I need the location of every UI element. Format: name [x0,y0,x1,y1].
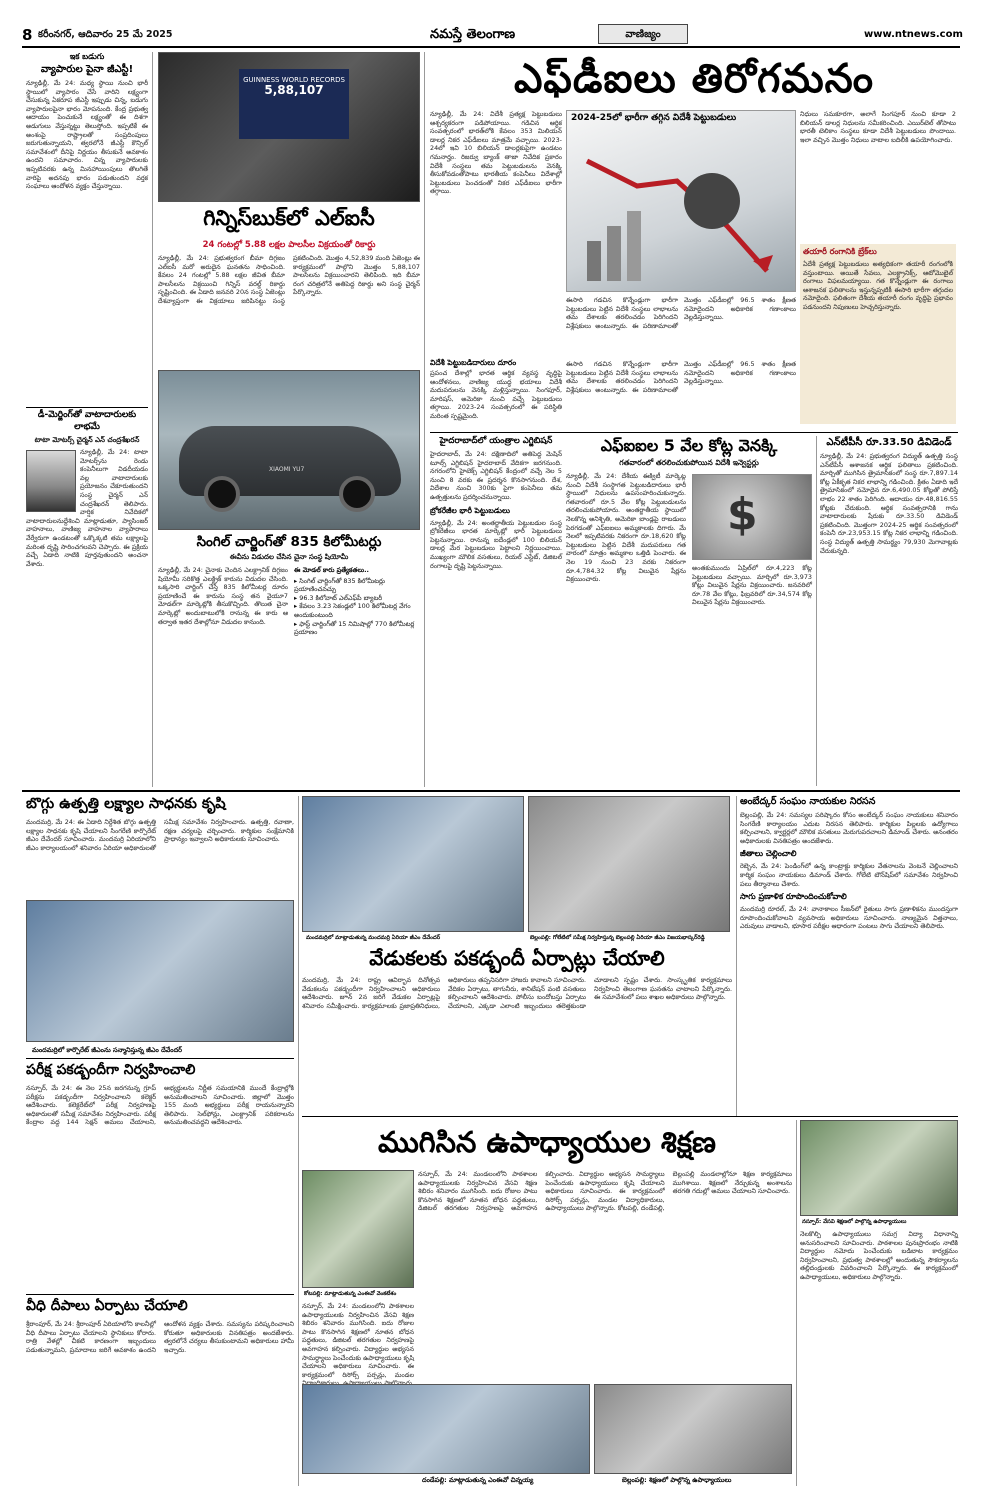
vedukalu-headline: వేడుకలకు పకడ్బందీ ఏర్పాట్లు చేయాలి [369,946,665,970]
car-wheel-left [204,476,240,512]
fdi-body-4: నిధులు సమకూరగా, అలాగే సింగపూర్ నుంచి కూడా 2 బిలియన్ డాలర్ల నిధులను సమీకరించింది. ఎయిర్‌టెల్ తోపాటు భారతీ టెలికాం సంస్థలు కూడా విదేశీ పెట్టుబడులు పొందాయి. ఇలా వచ్చిన మొత్తం నిధులు వాటాల బదిలీకి ఉపయోగించారు. [800,110,956,144]
lic-subhead: 24 గంటల్లో 5.88 లక్షల పాలసీల విక్రయంతో రికార్డు [202,240,376,250]
fpi-headline: ఎఫ్‌ఐఐల 5 వేల కోట్ల వెనక్కి [600,436,778,455]
fdi-body-3: ప్రపంచ దేశాల్లో భారత ఆర్థిక వ్యవస్థ వృద్ధిపై ఆందోళనలు, వాణిజ్య యుద్ధ భయాలు విదేశీ మదుపరులను వెనక్కి మళ్లిస్తున్నాయి. సింగపూర్, మారిషస్, అమెరికా నుంచి వచ్చే పెట్టుబడులు తగ్గాయి. 2023-24 సంవత్సరంలో ఈ పరిస్థితి మరింత స్పష్టమైంది. [430,369,562,420]
meeting-caption-bellampalli: బెల్లంపల్లి: గోలేటిలో సమీక్ష నిర్వహిస్తున్న బెల్లంపల్లి ఏరియా జీఎం విజయభాస్కర్‌రెడ్డి [528,934,732,942]
xiaomi-body: న్యూఢిల్లీ, మే 24: చైనాకు చెందిన ఎలక్ట్రానిక్ దిగ్గజం షియోమీ సరికొత్త ఎలక్ట్రిక్ కారును విడుదల చేసింది. ఒక్కసారి చార్జింగ్ చేస్తే 835 కిలోమీటర్ల దూరం ప్రయాణించే ఈ కారును సంస్థ తన వైయూ7 మోడల్‌గా మార్కెట్లోకి తీసుకొచ్చింది. తొలుత చైనా మార్కెట్లో అందుబాటులోకి రానున్న ఈ కారు ఆ తర్వాత ఇతర దేశాల్లోనూ విడుదల కానుంది. [158,566,288,626]
guinness-banner-number: 5,88,107 [264,83,324,97]
meeting-caption-mandamarri: మందమర్రిలో మాట్లాడుతున్న మందమర్రి ఏరియా జీఎం దేవేందర్ [304,934,522,942]
paper-name: నమస్తే తెలంగాణ [430,27,516,42]
hyd-expo-body: హైదరాబాద్, మే 24: దక్షిణాదిలో అతిపెద్ద మెషిన్ టూల్స్ ఎగ్జిబిషన్ హైదరాబాద్ వేదికగా జరగనుంది. నగరంలోని హైటెక్స్ ఎగ్జిబిషన్ కేంద్రంలో వచ్చే నెల 5 నుంచి 8 వరకు ఈ ప్రదర్శన కొనసాగనుంది. దేశ, విదేశాల నుంచి 300కు పైగా కంపెనీలు తమ ఉత్పత్తులను ప్రదర్శించనున్నాయి. [430,450,562,501]
teachers-caption-naspur: నస్పూర్: వేసవి శిక్షణలో పాల్గొన్న ఉపాధ్యాయులు [800,1218,958,1226]
feature-text: 96.3 కిలోవాట్ ఎల్‌ఎఫ్‌పీ బ్యాటరీ [299,593,383,602]
teachers-headline: ముగిసిన ఉపాధ్యాయుల శిక్షణ [378,1125,716,1159]
ambedkar-body: బెల్లంపల్లి, మే 24: సమస్యల పరిష్కారం కోసం అంబేద్కర్ సంఘం నాయకులు శనివారం సింగరేణి కార్యాలయం ఎదుట నిరసన తెలిపారు. కార్మికుల పిల్లలకు ఉద్యోగాలు కల్పించాలని, క్వార్టర్లలో మౌలిక వసతులు మెరుగుపరచాలని డిమాండ్ చేశారు. అనంతరం అధికారులకు వినతిపత్రం అందజేశారు. [740,811,958,845]
feature-item: ▸ సింగిల్ చార్జింగ్‌తో 835 కిలోమీటర్లు ప్రయాణించవచ్చు [294,576,386,594]
feature-text: కేవలం 3.23 సెకండ్లలో 100 కిలోమీటర్ల వేగం అందుకుంటుంది [294,602,411,619]
fdi-sidebar-body: ఏదేశీ ప్రత్యక్ష పెట్టుబడులు అత్యధికంగా తయారీ రంగంలోకి వస్తుంటాయి. అయితే సేవలు, ఎలక్ట్రానిక్స్, ఆటోమొబైల్ రంగాలు విఫలమయ్యాయి. గత కొన్నేండ్లుగా ఈ రంగాలు ఆశాజనక ఫలితాలను ఇస్తున్నప్పటికీ ఈసారి భారీగా తగ్గుదల నమోదైంది. ఫలితంగా దేశీయ తయారీ రంగం వృద్ధిపై ప్రభావం పడనుందని నిపుణులు హెచ్చరిస్తున్నారు. [803,260,953,311]
col-rule-2 [424,52,425,787]
fdi-subhead: విదేశీ పెట్టుబడిదారులు దూరం [430,358,517,367]
guinness-banner-text: GUINNESS WORLD RECORDS [243,76,345,84]
fold-rule [22,790,960,792]
coal-exam-rule [26,1058,294,1059]
fdi-bottom-rule [430,432,958,433]
ntpc-headline: ఎన్‌టీపీసీ రూ.33.50 డివిడెండ్ [826,437,952,448]
tata-subhead: టాటా మోటర్స్ చైర్మన్ ఎన్ చంద్రశేఖరన్ [34,436,140,444]
xiaomi-features [294,566,420,756]
feature-text: సింగిల్ చార్జింగ్‌తో 835 కిలోమీటర్లు ప్రయాణించవచ్చు [294,576,386,594]
gst-body: న్యూఢిల్లీ, మే 24: మధ్య స్థాయి నుంచి భారీ స్థాయిలో వ్యాపారం చేసే వారిని లక్ష్యంగా చేసుకున్న ఏకరూప జీఎస్టీ ఇప్పుడు చిన్న, బడుగు వ్యాపారులపైనా భారం మోపనుంది. కేంద్ర ప్రభుత్వ ఆదాయం పెంచుకునే లక్ష్యంతో ఈ దిశగా అడుగులు వేస్తున్నట్టు తెలుస్తోంది. ఇప్పటికే ఈ అంశంపై రాష్ట్రాలతో సంప్రదింపులు జరుగుతున్నాయని, త్వరలోనే జీఎస్టీ కౌన్సిల్ సమావేశంలో దీనిపై నిర్ణయం తీసుకునే అవకాశం ఉందని సమాచారం. చిన్న వ్యాపారులకు ఇప్పటివరకు ఉన్న మినహాయింపులు తొలగితే వారిపై అదనపు భారం పడుతుందని వర్తక సంఘాలు ఆందోళన వ్యక్తం చేస్తున్నాయి. [26,79,148,191]
col-rule-4 [298,796,299,1486]
exam-street-rule [26,1294,294,1295]
ambedkar-headline: అంబేద్కర్ సంఘం నాయకుల నిరసన [740,796,876,807]
lic-body: న్యూఢిల్లీ, మే 24: ప్రభుత్వరంగ బీమా దిగ్గజం ఎల్ఐసీ మరో అరుదైన ఘనతను సాధించింది. కేవలం 24 గంటల్లో 5.88 లక్షల జీవిత బీమా పాలసీలను విక్రయించి గిన్నిస్ వరల్డ్ రికార్డు సృష్టించింది. ఈ ఏడాది జనవరి 20న సంస్థ ఏజెంట్లు దేశవ్యాప్తంగా ఈ విక్రయాలు జరిపినట్టు సంస్థ ప్రకటించింది. మొత్తం 4,52,839 మంది ఏజెంట్లు ఈ కార్యక్రమంలో పాల్గొని మొత్తం 5,88,107 పాలసీలను విక్రయించారని తెలిపింది. ఇది బీమా రంగ చరిత్రలోనే అతిపెద్ద రికార్డు అని సంస్థ చైర్మన్ పేర్కొన్నారు. [158,254,420,305]
guinness-banner [239,69,349,139]
fdi-falling-arrow-graphic [577,131,787,289]
gst-headline: వ్యాపారుల పైనా జీఎస్టీ! [40,64,134,75]
teachers-photo-kotapalli [302,1170,414,1288]
gst-kicker: ఇక బడుగు [69,52,105,61]
teachers-body: నస్పూర్, మే 24: మండలంలోని పాఠశాలల ఉపాధ్యాయులకు నిర్వహించిన వేసవి శిక్షణ శిబిరం శనివారం ముగిసింది. ఐదు రోజుల పాటు కొనసాగిన శిక్షణలో నూతన బోధన పద్ధతులు, డిజిటల్ తరగతుల నిర్వహణపై అవగాహన కల్పించారు. విద్యార్థుల అభ్యసన సామర్థ్యాలు పెంచేందుకు ఉపాధ్యాయులు కృషి చేయాలని అధికారులు సూచించారు. ఈ కార్యక్రమంలో రిసోర్స్ పర్సన్లు, మండల విద్యాధికారులు, ఉపాధ్యాయులు పాల్గొన్నారు. కోటపల్లి, దండేపల్లి, బెల్లంపల్లి మండలాల్లోనూ శిక్షణ కార్యక్రమాలు ముగిశాయి. శిక్షణలో నేర్చుకున్న అంశాలను తరగతి గదుల్లో అమలు చేయాలని సూచించారు. [418,1170,792,1213]
left-divider [26,407,148,408]
feature-text: ఫాస్ట్ చార్జింగ్‌తో 15 నిమిషాల్లో 770 కిలోమీటర్ల ప్రయాణం [294,619,415,637]
teachers-photo-bellampalli [594,1384,792,1474]
meeting-photo-mandamarri [302,796,524,932]
xiaomi-headline: సింగిల్ చార్జింగ్‌తో 835 కిలోమీటర్లు [196,534,382,550]
features-title: ఈ మోడల్ కారు ప్రత్యేకతలు.. [294,566,369,574]
teachers-body-left: నస్పూర్, మే 24: మండలంలోని పాఠశాలల ఉపాధ్యాయులకు నిర్వహించిన వేసవి శిక్షణ శిబిరం శనివారం ముగిసింది. ఐదు రోజుల పాటు కొనసాగిన శిక్షణలో నూతన బోధన పద్ధతులు, డిజిటల్ తరగతుల నిర్వహణపై అవగాహన కల్పించారు. విద్యార్థుల అభ్యసన సామర్థ్యాలు పెంచేందుకు ఉపాధ్యాయులు కృషి చేయాలని అధికారులు సూచించారు. ఈ కార్యక్రమంలో రిసోర్స్ పర్సన్లు, మండల [302,1302,414,1379]
xiaomi-car-photo [158,370,420,530]
teachers-right-body: నెలకొల్పి ఉపాధ్యాయులు సమగ్ర విద్యా విధానాన్ని అనుసరించాలని సూచించారు. పాఠశాలల పునఃప్రారంభం నాటికి విద్యార్థుల నమోదు పెంచేందుకు బడిబాట కార్యక్రమం నిర్వహించాలని, ప్రభుత్వ పాఠశాలల్లో అందుతున్న సౌకర్యాలను తల్లిదండ్రులకు వివరించాలని పేర్కొన్నారు. ఈ కార్యక్రమంలో ఉపాధ్యాయులు, అధికారులు పాల్గొన్నారు. [800,1230,958,1281]
col-rule-6 [796,1120,797,1486]
tata-body: న్యూఢిల్లీ, మే 24: టాటా మోటర్స్‌ను రెండు కంపెనీలుగా విడదీయడం వల్ల వాటాదారులకు ప్రయోజనం చేకూరుతుందని సంస్థ చైర్మన్ ఎన్ చంద్రశేఖరన్ తెలిపారు. వార్షిక నివేదికలో వాటాదారులనుద్దేశించి మాట్లాడుతూ, ప్యాసింజర్ వాహనాలు, వాణిజ్య వాహనాల వ్యాపారాలు వేర్వేరుగా ఉండటంతో ఒక్కొక్కటి తమ లక్ష్యాలపై మరింత దృష్టి సారించగలవని చెప్పారు. ఈ ప్రక్రియ వచ్చే ఏడాది నాటికి పూర్తవుతుందని అంచనా వేశారు. [26,448,148,568]
masthead [22,24,963,46]
coal-honour-photo [26,900,294,1042]
teachers-caption-bellampalli: బెల్లంపల్లి: శిక్షణలో పాల్గొన్న ఉపాధ్యాయులు [622,1476,732,1484]
fdi-graphic-title: 2024-25లో భారీగా తగ్గిన విదేశీ పెట్టుబడులు [571,113,737,123]
fpi-body: న్యూఢిల్లీ, మే 24: దేశీయ ఈక్విటీ మార్కెట్ల నుంచి విదేశీ సంస్థాగత పెట్టుబడిదారులు భారీ స్థాయిలో నిధులను ఉపసంహరించుకున్నారు. గతవారంలో రూ.5 వేల కోట్ల పెట్టుబడులను తరలించుకుపోయారు. అంతర్జాతీయ స్థాయిలో నెలకొన్న అనిశ్చితి, అమెరికా బాండ్లపై రాబడులు పెరగడంతో ఎఫ్‌ఐఐలు అమ్మకాలకు దిగారు. మే నెలలో ఇప్పటివరకు నికరంగా రూ.18,620 కోట్ల పెట్టుబడులు పెట్టిన విదేశీ మదుపరులు గత వారంలో మాత్రం అమ్మకాల ఒత్తిడి పెంచారు. ఈ నెల 19 నుంచి 23 వరకు నికరంగా రూ.4,784.32 కోట్ల విలువైన షేర్లను విక్రయించారు. [566,472,686,584]
teachers-top-rule [302,1116,958,1117]
coal-honour-caption: మందమర్రిలో కార్పొరేట్ జీఎంను సన్మానిస్తున్న జీఎం దేవేందర్ [32,1046,183,1054]
salary-body: రెబ్బెన, మే 24: పెండింగ్‌లో ఉన్న కాంట్రాక్టు కార్మికుల వేతనాలను వెంటనే చెల్లించాలని కార్మిక సంఘం నాయకులు డిమాండ్ చేశారు. గోలేటి టౌన్‌షిప్‌లో సమావేశం నిర్వహించి పలు తీర్మానాలు చేశారు. [740,862,958,888]
exam-headline: పరీక్ష పకడ్బందీగా నిర్వహించాలి [26,1062,196,1078]
brokerage-subhead: బ్రోకరేజీల భారీ పెట్టుబడులు [430,505,510,515]
street-headline: వీధి దీపాలు ఏర్పాటు చేయాలి [26,1298,188,1314]
farming-subhead: సాగు ప్రణాళిక రూపొందించుకోవాలి [740,892,847,902]
fdi-body-1: న్యూఢిల్లీ, మే 24: విదేశీ ప్రత్యక్ష పెట్టుబడులు ఆశ్చర్యకరంగా పడిపోయాయి. గడిచిన ఆర్థిక సంవత్సరంలో భారత్‌లోకి కేవలం 353 మిలియన్ డాలర్ల నికర ఎఫ్‌డీఐలు మాత్రమే వచ్చాయి. 2023-24లో ఇవి 10 బిలియన్ డాలర్లకుపైగా ఉండటం గమనార్హం. రిజర్వు బ్యాంక్ తాజా నివేదిక ప్రకారం విదేశీ సంస్థలు తమ పెట్టుబడులను వెనక్కి తీసుకోవడంతోపాటు భారతీయ కంపెనీలు విదేశాల్లో పెట్టుబడులు పెంచడంతో నికర ఎఫ్‌డీఐలు భారీగా తగ్గాయి. [430,110,562,196]
dollar-icon: $ [727,489,758,540]
hyd-expo-headline: హైదరాబాద్‌లో యంత్రాల ఎగ్జిబిషన్ [439,436,553,446]
gst-article [26,52,148,404]
fdi-sidebar-title: తయారీ రంగానికి బ్రేక్‌లు [803,247,877,256]
edition-dateline: కరీంనగర్, ఆదివారం 25 మే 2025 [38,29,173,40]
fdi-headline: ఎఫ్‌డీఐలు తిరోగమనం [513,56,875,102]
ambedkar-article [740,796,958,1116]
col-rule-1 [152,52,153,787]
vedukalu-body: మందమర్రి, మే 24: రాష్ట్ర ఆవిర్భావ దినోత్సవ వేడుకలను పకడ్బందీగా నిర్వహించాలని అధికారులు ఆదేశించారు. జూన్ 2న జరిగే వేడుకల ఏర్పాట్లపై శనివారం సమీక్షించారు. కార్యక్రమాలకు ప్రజాప్రతినిధులు, అధికారులు తప్పనిసరిగా హాజరు కావాలని సూచించారు. వేదికల ఏర్పాటు, తాగునీరు, శానిటేషన్ వంటి వసతులు కల్పించాలని ఆదేశించారు. పోలీసు బందోబస్తు ఏర్పాటు చేయాలని, ఎక్కడా ఎలాంటి ఇబ్బందులు తలెత్తకుండా చూడాలని స్పష్టం చేశారు. సాంస్కృతిక కార్యక్రమాలు నిర్వహించి తెలంగాణ ఘనతను చాటాలని పేర్కొన్నారు. ఈ సమావేశంలో పలు శాఖల అధికారులు పాల్గొన్నారు. [302,976,732,1010]
fdi-sidebar-box [800,244,956,424]
lic-photo [158,52,420,202]
teachers-photo-naspur [800,1120,958,1216]
ntpc-body: న్యూఢిల్లీ, మే 24: ప్రభుత్వరంగ విద్యుత్ ఉత్పత్తి సంస్థ ఎన్‌టీపీసీ ఆశాజనక ఆర్థిక ఫలితాలు ప్రకటించింది. మార్చితో ముగిసిన త్రైమాసికంలో సంస్థ రూ.7,897.14 కోట్ల ఏకీకృత నికర లాభాన్ని గడించింది. క్రితం ఏడాది ఇదే త్రైమాసికంలో నమోదైన రూ.6,490.05 కోట్లతో పోలిస్తే లాభం 22 శాతం పెరిగింది. ఆదాయం రూ.48,816.55 కోట్లకు చేరుకుంది. ఆర్థిక సంవత్సరానికి గాను వాటాదారులకు షేరుకు రూ.33.50 డివిడెండ్ ప్రకటించింది. మొత్తంగా 2024-25 ఆర్థిక సంవత్సరంలో కంపెనీ రూ.23,953.15 కోట్ల నికర లాభాన్ని గడించింది. సంస్థ విద్యుత్ ఉత్పత్తి సామర్థ్యం 79,930 మెగావాట్లకు చేరుకున్నది. [820,452,958,555]
salary-subhead: జీతాలు చెల్లించాలి [740,849,797,859]
masthead-rule [22,46,960,48]
teachers-caption-dandepalli: దండేపల్లి: మాట్లాడుతున్న ఎంఈవో చిన్నయ్య [422,1476,534,1484]
coal-body: మందమర్రి, మే 24: ఈ ఏడాది నిర్దేశిత బొగ్గు ఉత్పత్తి లక్ష్యాల సాధనకు కృషి చేయాలని సింగరేణి కార్పొరేట్ జీఎం దేవేందర్ సూచించారు. మందమర్రి ఏరియాలోని జీఎం కార్యాలయంలో శనివారం ఏరియా అధికారులతో సమీక్ష సమావేశం నిర్వహించారు. ఉత్పత్తి, రవాణా, రక్షణ చర్యలపై చర్చించారు. కార్మికుల సంక్షేమానికి ప్రాధాన్యం ఇవ్వాలని అధికారులకు సూచించారు. [26,818,294,852]
col-rule-5 [736,796,737,1116]
hyd-expo-article [430,436,562,786]
fpi-subhead: గతవారంలో తరలించుకుపోయిన విదేశీ ఇన్వెస్టర్లు [619,458,759,467]
xiaomi-subhead: ఈవీను విడుదల చేసిన చైనా సంస్థ షియోమీ [229,553,349,561]
car-wheel-right [339,476,375,512]
feature-item: ▸ 96.3 కిలోవాట్ ఎల్‌ఎఫ్‌పీ బ్యాటరీ [294,593,383,602]
street-body: శ్రీరాంపూర్, మే 24: శ్రీరాంపూర్ ఏరియాలోని కాలనీల్లో వీధి దీపాలు ఏర్పాటు చేయాలని స్థానికులు కోరారు. రాత్రి వేళల్లో చీకటి కారణంగా ఇబ్బందులు పడుతున్నామని, ప్రమాదాలు జరిగే అవకాశం ఉందని ఆందోళన వ్యక్తం చేశారు. సమస్యను పరిష్కరించాలని కోరుతూ అధికారులకు వినతిపత్రం అందజేశారు. త్వరలోనే చర్యలు తీసుకుంటామని అధికారులు హామీ ఇచ్చారు. [26,1320,294,1354]
section-label: వాణిజ్యం [598,24,688,44]
lic-headline: గిన్నిస్‌బుక్‌లో ఎల్ఐసీ [203,206,375,230]
brokerage-body: న్యూఢిల్లీ, మే 24: అంతర్జాతీయ పెట్టుబడుల సంస్థ బ్రోకరేజీలు భారత మార్కెట్లో భారీ పెట్టుబడులు పెట్టనున్నాయి. రానున్న ఐదేండ్లలో 100 బిలియన్ డాలర్ల మేర పెట్టుబడులు పెట్టాలని నిర్ణయించాయి. ముఖ్యంగా మౌలిక వసతులు, రియల్ ఎస్టేట్, డిజిటల్ రంగాలపై దృష్టి పెట్టనున్నాయి. [430,518,562,570]
feature-item: ▸ ఫాస్ట్ చార్జింగ్‌తో 15 నిమిషాల్లో 770 కిలోమీటర్ల ప్రయాణం [294,619,415,637]
farming-body: మందమర్రి రూరల్, మే 24: వానాకాలం సీజన్‌లో రైతులు సాగు ప్రణాళికను ముందస్తుగా రూపొందించుకోవాలని వ్యవసాయ అధికారులు సూచించారు. నాణ్యమైన విత్తనాలు, ఎరువులు వాడాలని, భూసార పరీక్షల ఆధారంగా పంటలు సాగు చేయాలని తెలిపారు. [740,905,958,931]
page-number: 8 [22,26,33,44]
teachers-caption-kotapalli: కోటపల్లి: మాట్లాడుతున్న ఎంఈవో వెంకటేశం [302,1290,414,1298]
chandrasekaran-photo [26,450,76,512]
website-url: www.ntnews.com [864,29,963,40]
feature-item: ▸ కేవలం 3.23 సెకండ్లలో 100 కిలోమీటర్ల వేగం అందుకుంటుంది [294,602,411,619]
ntpc-article [820,436,958,786]
car-model-label: XIAOMI YU7 [269,466,305,473]
meeting-photo-bellampalli [528,796,730,932]
tata-article [26,410,148,790]
fdi-body-3b: ఈసారి గడచిన కొన్నేండ్లుగా భారీగా పెట్టుబడులు పెట్టిన విదేశీ సంస్థలు లాభాలను తమ దేశాలకు తరలించడం పెరిగిందని విశ్లేషకులు అంటున్నారు. ఈ పరిణామాలతో మొత్తం ఎఫ్‌డీఐల్లో 96.5 శాతం క్షీణత నమోదైందని అధికారిక గణాంకాలు వెల్లడిస్తున్నాయి. [566,360,796,394]
col-rule-3 [816,436,817,786]
coal-headline: బొగ్గు ఉత్పత్తి లక్ష్యాల సాధనకు కృషి [26,796,226,812]
teachers-photo-dandepalli [302,1384,590,1474]
exam-body: నస్పూర్, మే 24: ఈ నెల 25న జరగనున్న గ్రూప్ పరీక్షను పకడ్బందీగా నిర్వహించాలని కలెక్టర్ ఆదేశించారు. కలెక్టరేట్‌లో పరీక్ష నిర్వహణపై అధికారులతో సమీక్ష సమావేశం నిర్వహించారు. పరీక్ష కేంద్రాల వద్ద 144 సెక్షన్ అమలు చేయాలని, అభ్యర్థులను నిర్ణీత సమయానికి ముందే కేంద్రాల్లోకి అనుమతించాలని సూచించారు. జిల్లాలో మొత్తం 155 మంది అభ్యర్థులు పరీక్ష రాయనున్నారని తెలిపారు. సెల్‌ఫోన్లు, ఎలక్ట్రానిక్ పరికరాలను అనుమతించవద్దని ఆదేశించారు. [26,1084,294,1127]
fpi-body-2: అంతకుముందు ఏప్రిల్‌లో రూ.4,223 కోట్ల పెట్టుబడులు వచ్చాయి. మార్చిలో రూ.3,973 కోట్లు విలువైన షేర్లను విక్రయించారు. జనవరిలో రూ.78 వేల కోట్లు, ఫిబ్రవరిలో రూ.34,574 కోట్ల విలువైన షేర్లను విక్రయించారు. [692,564,812,607]
fdi-graphic [566,110,796,292]
money-graphic [692,474,812,560]
tata-headline: డీ-మెర్జింగ్‌తో వాటాదారులకు లాభమే [37,410,137,432]
fdi-body-2: ఈసారి గడచిన కొన్నేండ్లుగా భారీగా పెట్టుబడులు పెట్టిన విదేశీ సంస్థలు లాభాలను తమ దేశాలకు తరలించడం పెరిగిందని విశ్లేషకులు అంటున్నారు. ఈ పరిణామాలతో మొత్తం ఎఫ్‌డీఐల్లో 96.5 శాతం క్షీణత నమోదైందని అధికారిక గణాంకాలు వెల్లడిస్తున్నాయి. [566,296,796,330]
